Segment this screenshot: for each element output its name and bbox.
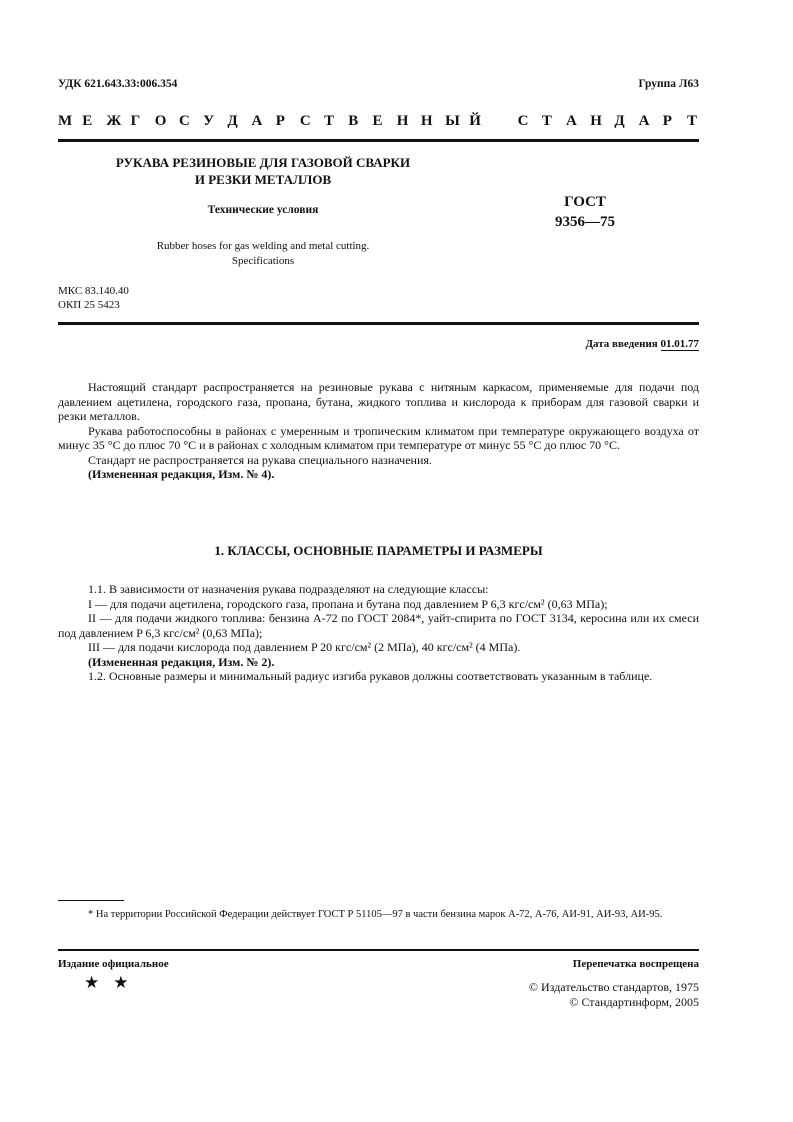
mks-code: МКС 83.140.40 [58, 285, 129, 297]
interstate-heading-letter: Г [130, 113, 141, 129]
english-title [88, 239, 438, 269]
footnote-rule [58, 900, 124, 901]
interstate-heading-letter: Р [662, 113, 672, 129]
document-subtitle: Технические условия [207, 204, 319, 216]
title-line-2: И РЕЗКИ МЕТАЛЛОВ [194, 172, 332, 187]
copyright-block [529, 980, 699, 1010]
interstate-heading-letter: Й [469, 113, 481, 129]
english-title-line-2: Specifications [231, 255, 295, 267]
gost-number [545, 192, 625, 232]
english-title-line-1: Rubber hoses for gas welding and metal cutting. [156, 240, 370, 252]
copyright-line-2: © Стандартинформ, 2005 [569, 995, 699, 1009]
introduction-date-label: Дата введения [585, 338, 658, 350]
document-title [88, 154, 438, 188]
footnote [58, 908, 699, 922]
interstate-heading-letter: У [203, 113, 215, 129]
interstate-heading-letter: С [517, 113, 529, 129]
interstate-heading-letter: Е [372, 113, 383, 129]
section-1-paragraph-4: III — для подачи кислорода под давлением P 20 кгс/см² (2 МПа), 40 кгс/см² (4 МПа). [88, 640, 521, 654]
interstate-heading-letter: Ы [445, 113, 460, 129]
gost-label: ГОСТ [564, 194, 606, 210]
interstate-heading-letter: Н [590, 113, 602, 129]
intro-paragraph-2: Рукава работоспособны в районах с умеренным и тропическим климатом при температуре окружающего воздуха от минус 35 °С до плюс 70 °С и в районах с холодным климатом при температуре от минус 55 °С до плюс 70 °С. [58, 423, 699, 452]
okp-code: ОКП 25 5423 [58, 299, 120, 311]
interstate-heading-letter: Д [227, 113, 238, 129]
intro-paragraph-1: Настоящий стандарт распространяется на резиновые рукава с нитяным каркасом, применяемые для подачи под давлением ацетилена, городского газа, пропана, бутана, жидкого топлива и кислорода к приборам для газовой сварки и резки металлов. [58, 380, 699, 423]
introduction-text [58, 380, 699, 482]
official-edition-label: Издание официальное [58, 958, 169, 970]
bottom-rule [58, 949, 699, 951]
top-rule [58, 139, 699, 142]
stars-mark: ★★ [84, 973, 143, 992]
group-code: Группа Л63 [638, 78, 699, 90]
interstate-heading-letter: А [566, 113, 577, 129]
classification-codes [58, 284, 129, 312]
section-1-paragraph-2: I — для подачи ацетилена, городского газа, пропана и бутана под давлением P 6,3 кгс/см² (0,63 МПа); [88, 596, 608, 611]
interstate-heading-letter: А [638, 113, 650, 129]
interstate-heading-letter: Н [396, 113, 409, 129]
udk-code: УДК 621.643.33:006.354 [58, 78, 178, 90]
interstate-heading-letter: Т [687, 113, 698, 129]
intro-paragraph-3: Стандарт не распространяется на рукава специального назначения. [88, 452, 432, 467]
reprint-prohibited-label: Перепечатка воспрещена [572, 958, 699, 970]
interstate-heading-letter: Т [541, 113, 552, 129]
interstate-heading-letter: Е [82, 113, 93, 129]
introduction-date [585, 338, 699, 350]
interstate-heading-letter: О [154, 113, 167, 129]
interstate-heading-letter: Н [420, 113, 433, 129]
middle-rule [58, 322, 699, 325]
copyright-line-1: © Издательство стандартов, 1975 [528, 980, 699, 994]
interstate-heading-letter: В [348, 113, 359, 129]
intro-amendment-note: (Измененная редакция, Изм. № 4). [88, 467, 275, 481]
interstate-heading-letter: С [178, 113, 190, 129]
section-1-amendment-note: (Измененная редакция, Изм. № 2). [88, 654, 275, 669]
interstate-heading-letter: Ж [106, 113, 122, 129]
interstate-heading-letter: М [58, 113, 73, 129]
section-1-text [58, 582, 699, 684]
section-1-paragraph-3: II — для подачи жидкого топлива: бензина А-72 по ГОСТ 2084*, уайт-спирита по ГОСТ 3134, керосина или их смеси под давлением P 6,3 кгс/см² (0,63 МПа); [58, 611, 699, 640]
interstate-heading-letter: Д [614, 113, 625, 129]
interstate-heading-letter: Р [275, 113, 285, 129]
section-1-paragraph-1: 1.1. В зависимости от назначения рукава подразделяют на следующие классы: [88, 582, 489, 596]
gost-designation: 9356—75 [555, 214, 615, 230]
interstate-heading-letter: С [299, 113, 311, 129]
title-line-1: РУКАВА РЕЗИНОВЫЕ ДЛЯ ГАЗОВОЙ СВАРКИ [115, 155, 411, 170]
interstate-heading-letter: Т [324, 113, 335, 129]
introduction-date-value: 01.01.77 [660, 338, 699, 350]
section-1-title: 1. КЛАССЫ, ОСНОВНЫЕ ПАРАМЕТРЫ И РАЗМЕРЫ [214, 543, 543, 558]
footnote-text: * На территории Российской Федерации действует ГОСТ Р 51105—97 в части бензина марок А-72, А-76, АИ-91, АИ-93, АИ-95. [88, 909, 663, 920]
section-1-paragraph-6: 1.2. Основные размеры и минимальный радиус изгиба рукавов должны соответствовать указанным в таблице. [88, 669, 653, 683]
interstate-heading-letter: А [251, 113, 263, 129]
